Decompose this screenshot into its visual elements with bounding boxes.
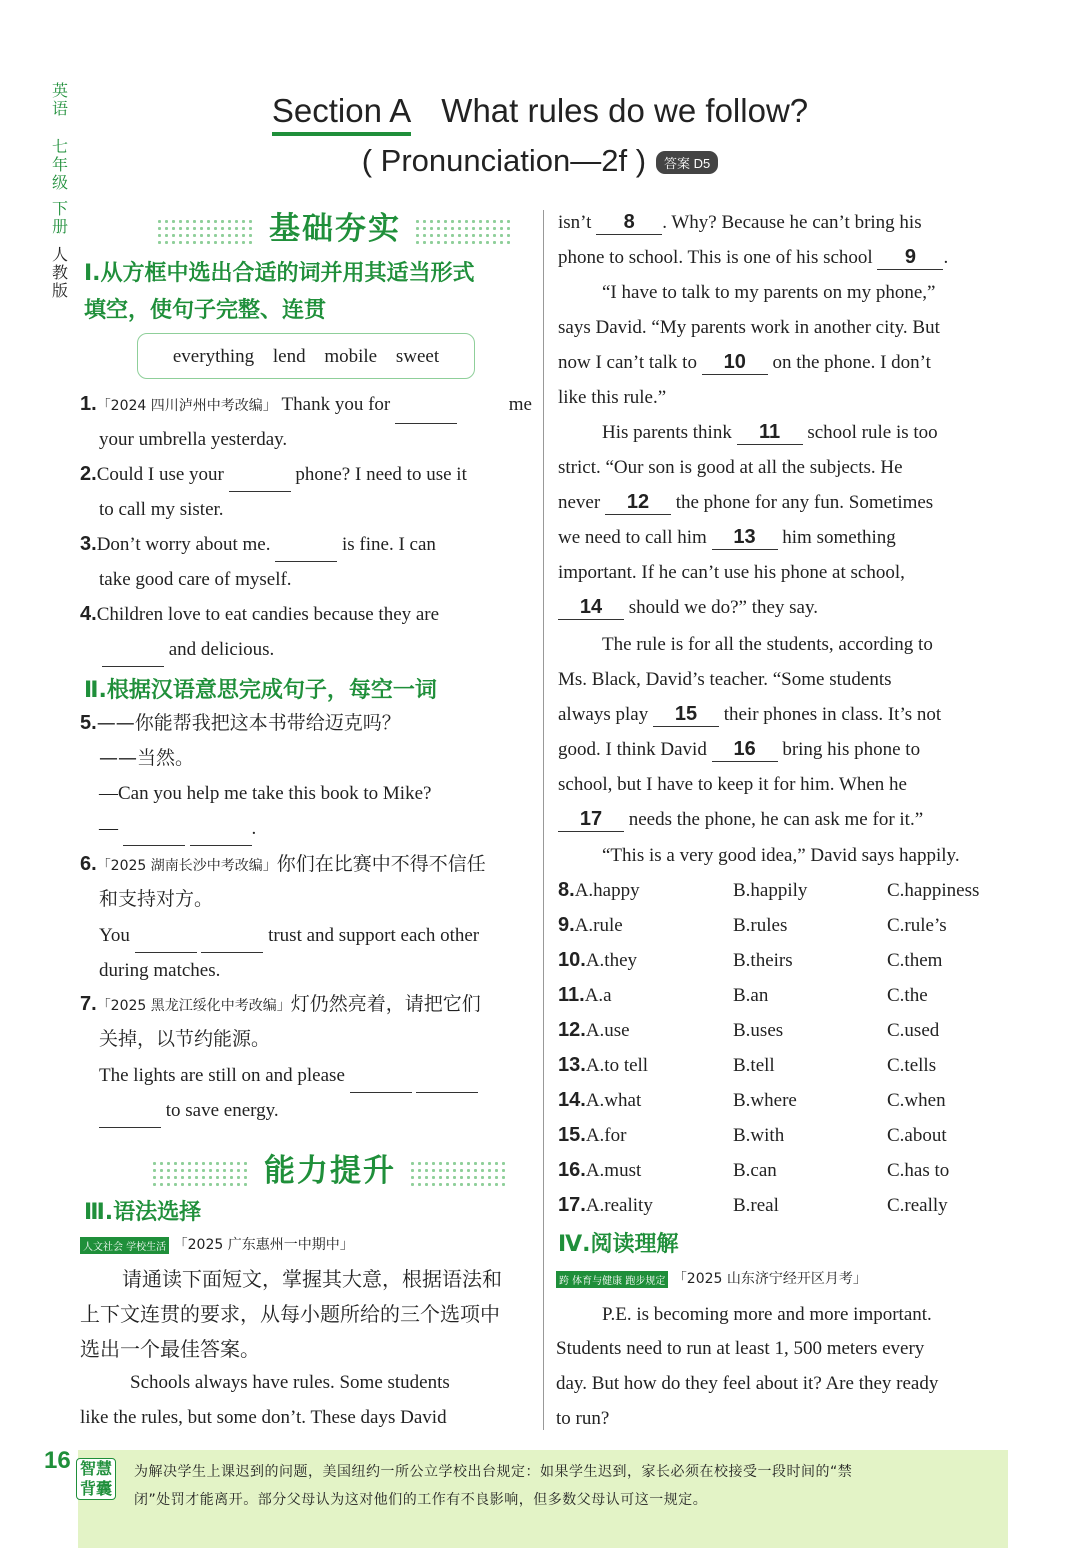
option-number: 11. [558,984,585,1006]
q4-text: Children love to eat candies because they are [96,604,440,625]
dots-decoration [414,218,514,244]
q7-en1 [99,1058,478,1093]
column-divider [543,210,544,1430]
q5-end: . [251,818,257,839]
banner-basic [130,203,540,248]
option-c[interactable]: C.happiness [887,880,980,901]
q7-blank-1[interactable] [350,1072,412,1093]
q6-number: 6. [80,853,97,875]
q5-blank-2[interactable] [190,825,252,846]
question-6 [80,847,486,884]
option-c[interactable]: C.tells [887,1055,937,1076]
q5-dash: — [99,818,118,839]
option-b[interactable]: B.real [733,1195,779,1216]
topic-icon: 跨 体育与健康 跑步规定 [556,1271,668,1288]
option-a[interactable]: A.a [584,985,612,1006]
option-number: 17. [558,1194,586,1216]
part2-heading: Ⅱ.根据汉语意思完成句子，每空一词 [84,678,437,703]
question-1 [80,387,532,424]
page-title [0,92,1080,136]
option-c[interactable]: C.about [887,1125,947,1146]
option-b[interactable]: B.theirs [733,950,793,971]
passage-line-19: “This is a very good idea,” David says happily. [602,845,960,866]
answer-badge: 答案 D5 [656,151,718,174]
dots-decoration [409,1160,509,1186]
option-c[interactable]: C.when [887,1090,946,1111]
q2-blank[interactable] [229,471,291,492]
option-number: 14. [558,1089,586,1111]
part3-heading: Ⅲ.语法选择 [84,1200,202,1225]
q3-text: Don’t worry about me. [96,534,271,555]
option-c[interactable]: C.the [887,985,928,1006]
q5-zh1: ——你能帮我把这本书带给迈克吗？ [96,712,401,734]
q2-number: 2. [80,463,97,485]
part3-instr-3: 选出一个最佳答案。 [80,1337,260,1361]
q5-en2 [99,811,256,846]
option-b[interactable]: B.tell [733,1055,775,1076]
option-row [558,1048,1018,1083]
option-b[interactable]: B.happily [733,880,808,901]
banner-advanced-text: 能力提升 [264,1153,396,1189]
option-a[interactable]: A.reality [585,1195,653,1216]
q6-en1 [99,918,479,953]
option-number: 16. [558,1159,586,1181]
option-row [558,943,1018,978]
q1-text: Thank you for [281,394,391,415]
q1-source: 「2024 四川泸州中考改编」 [96,398,277,414]
blank-14[interactable]: 14 [558,595,624,620]
tip-label: 智慧背囊 [76,1458,116,1500]
dots-decoration [151,1160,251,1186]
option-number: 10. [558,949,586,971]
blank-15[interactable]: 15 [653,702,719,727]
question-7 [80,987,481,1024]
passage-line-13: The rule is for all the students, according to [602,634,933,655]
option-number: 8. [558,879,575,901]
part1-heading-1: Ⅰ.从方框中选出合适的词并用其适当形式 [84,261,475,286]
question-3 [80,527,532,562]
q7-number: 7. [80,993,97,1015]
question-5 [80,706,401,741]
passage-line-10: we need to call him 13 him something [558,526,896,548]
tip-line-1: 为解决学生上课迟到的问题，美国纽约一所公立学校出台规定：如果学生迟到，家长必须在校接受一段时间的“禁 [134,1464,853,1480]
option-a[interactable]: A.for [585,1125,627,1146]
blank-8[interactable]: 8 [596,210,662,235]
option-row [558,908,1018,943]
option-a[interactable]: A.to tell [585,1055,649,1076]
option-c[interactable]: C.rule’s [887,915,947,936]
q6-en-a: You [99,925,130,946]
topic-icon: 人文社会 学校生活 [80,1237,169,1254]
option-row [558,1153,1018,1188]
passage-line-8: strict. “Our son is good at all the subjects. He [558,457,903,478]
q2-line2: to call my sister. [99,499,224,520]
page-number: 16 [44,1447,71,1474]
option-number: 12. [558,1019,586,1041]
q3-blank[interactable] [275,541,337,562]
q4-blank[interactable] [102,646,164,667]
q6-en2: during matches. [99,960,221,981]
part3-instr-1: 请通读下面短文，掌握其大意，根据语法和 [122,1267,502,1291]
q6-source: 「2025 湖南长沙中考改编」 [96,858,277,874]
section-label: Section A [272,92,411,136]
passage-line-9: never 12 the phone for any fun. Sometimes [558,491,934,513]
sidebar-edition: 人教版 [51,245,68,300]
part3-passage-1: Schools always have rules. Some students [130,1372,450,1393]
passage-line-15: always play 15 their phones in class. It’s not [558,703,942,725]
option-row [558,1083,1018,1118]
option-b[interactable]: B.uses [733,1020,784,1041]
q7-zh1: 灯仍然亮着，请把它们 [290,993,481,1015]
part3-passage-2: like the rules, but some don’t. These days David [80,1407,447,1428]
q1-line2: your umbrella yesterday. [99,429,288,450]
page-subtitle [0,143,1080,179]
passage-line-14: Ms. Black, David’s teacher. “Some students [558,669,892,690]
option-number: 15. [558,1124,586,1146]
q3-number: 3. [80,533,97,555]
blank-10[interactable]: 10 [702,350,768,375]
sidebar-volume: 下册 [51,199,68,236]
subtitle-text: ( Pronunciation—2f ) [361,143,647,178]
option-c[interactable]: C.them [887,950,943,971]
passage-line-11: important. If he can’t use his phone at school, [558,562,905,583]
passage-line-7: His parents think 11 school rule is too [602,421,938,443]
blank-11[interactable]: 11 [737,420,803,445]
q6-en-b: trust and support each other [268,925,480,946]
q1-number: 1. [80,393,97,415]
option-a[interactable]: A.what [585,1090,642,1111]
q1-blank[interactable] [395,403,457,424]
option-a[interactable]: A.use [585,1020,630,1041]
passage-line-1: isn’t 8 . Why? Because he can’t bring his [558,211,922,233]
option-c[interactable]: C.has to [887,1160,950,1181]
option-a[interactable]: A.happy [574,880,640,901]
option-b[interactable]: B.rules [733,915,788,936]
passage-line-12: 14 should we do?” they say. [558,590,818,625]
passage-line-6: like this rule.” [558,387,667,408]
banner-advanced [125,1145,535,1190]
q2-text: Could I use your [96,464,224,485]
option-b[interactable]: B.where [733,1090,797,1111]
question-2 [80,457,532,492]
q7-source: 「2025 黑龙江绥化中考改编」 [96,998,291,1014]
q4-text-end: and delicious. [168,639,275,660]
q5-number: 5. [80,712,97,734]
title-text: What rules do we follow? [441,92,809,129]
q7-en-a: The lights are still on and please [99,1065,345,1086]
passage-line-18: 17 needs the phone, he can ask me for it.” [558,802,923,837]
part4-line-3: day. But how do they feel about it? Are they ready [556,1373,939,1394]
q7-en2-text: to save energy. [165,1100,279,1121]
part1-heading-2: 填空，使句子完整、连贯 [84,298,327,323]
part3-instr-2: 上下文连贯的要求，从每小题所给的三个选项中 [80,1302,500,1326]
dots-decoration [156,218,256,244]
tip-text [134,1458,1004,1514]
word-box: everything lend mobile sweet [137,333,475,379]
blank-13[interactable]: 13 [712,525,778,550]
option-a[interactable]: A.rule [574,915,623,936]
q3-text-end: is fine. I can [341,534,436,555]
q6-blank-2[interactable] [201,932,263,953]
part4-line-4: to run? [556,1408,610,1429]
part4-heading: Ⅳ.阅读理解 [558,1232,679,1257]
q7-zh2: 关掉，以节约能源。 [99,1028,271,1050]
passage-line-16: good. I think David 16 bring his phone to [558,738,921,760]
q5-blank-1[interactable] [123,825,185,846]
q6-zh2: 和支持对方。 [99,888,214,910]
passage-line-4: says David. “My parents work in another city. But [558,317,940,338]
option-c[interactable]: C.really [887,1195,948,1216]
q5-en1: —Can you help me take this book to Mike? [99,783,432,804]
q7-blank-2[interactable] [416,1072,478,1093]
option-row [558,1188,1018,1223]
part4-line-1: P.E. is becoming more and more important. [602,1304,932,1325]
option-b[interactable]: B.can [733,1160,777,1181]
part4-source-line [556,1268,867,1288]
passage-line-5: now I can’t talk to 10 on the phone. I don’t [558,351,931,373]
blank-9[interactable]: 9 [877,245,943,270]
blank-17[interactable]: 17 [558,807,624,832]
q5-zh2: ——当然。 [99,747,195,769]
option-number: 9. [558,914,575,936]
option-a[interactable]: A.must [585,1160,642,1181]
option-a[interactable]: A.they [585,950,637,971]
option-b[interactable]: B.with [733,1125,785,1146]
part4-line-2: Students need to run at least 1, 500 meters every [556,1338,925,1359]
option-row [558,1013,1018,1048]
option-number: 13. [558,1054,586,1076]
part4-source: 「2025 山东济宁经开区月考」 [672,1271,867,1287]
sidebar-subject: 英语 [51,81,68,118]
question-4 [80,597,439,632]
option-c[interactable]: C.used [887,1020,940,1041]
option-row [558,873,1018,908]
part3-source-line [80,1234,354,1254]
banner-basic-text: 基础夯实 [269,211,401,247]
q1-text-end: me [508,394,532,415]
q3-line2: take good care of myself. [99,569,292,590]
blank-12[interactable]: 12 [605,490,671,515]
option-row [558,978,1018,1013]
tip-line-2: 闭”处罚才能离开。部分父母认为这对他们的工作有不良影响，但多数父母认可这一规定。 [134,1492,708,1508]
q6-zh1: 你们在比赛中不得不信任 [276,853,486,875]
q7-blank-3[interactable] [99,1107,161,1128]
passage-line-17: school, but I have to keep it for him. When he [558,774,907,795]
part3-source: 「2025 广东惠州一中期中」 [173,1237,354,1253]
option-b[interactable]: B.an [733,985,769,1006]
blank-16[interactable]: 16 [712,737,778,762]
passage-line-2: phone to school. This is one of his school 9 . [558,246,949,268]
q2-text-end: phone? I need to use it [295,464,467,485]
q4-line2 [102,632,274,667]
q7-en2 [99,1093,279,1128]
passage-line-3: “I have to talk to my parents on my phone,” [602,282,936,303]
option-row [558,1118,1018,1153]
q6-blank-1[interactable] [135,932,197,953]
options-list [558,873,1018,1223]
q4-number: 4. [80,603,97,625]
sidebar-grade: 七年级 [51,137,68,192]
